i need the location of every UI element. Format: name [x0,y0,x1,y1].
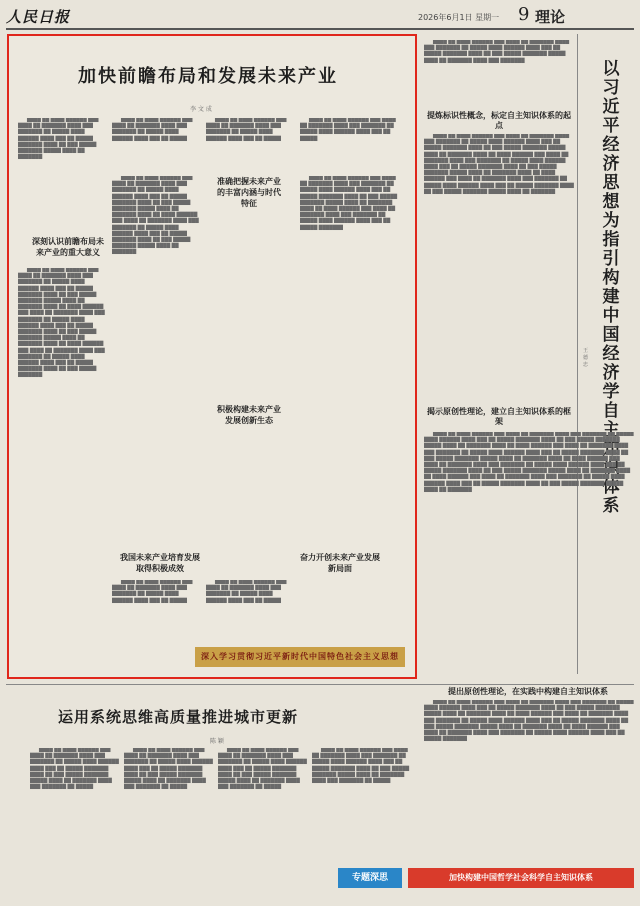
section-divider [6,684,634,685]
body-text-column: ████ ██ ████ ██████ ███ ████ ██ ███████ ████ ███ ███████ ██ █████ ████ ██████ ████ ███ ██ █████ ███████ ████ ██ ███ █████ ███████ █████ ████ ██ ███████ ████ ██ ████ ██████ ███ ████ ██ ███████ ████ ███ ███████ ██ █████ ████ ██████ ████ ███ ██ █████ ███████ [300,176,398,231]
main-article-byline: 李 文 成 [190,106,212,113]
body-text-column: ████ ██ ████ ██████ ███ ████ ██ ███████ ████ ███ ███████ ██ █████ ████ ██████ ████ ███ ██ █████ ███████ ████ ██ ███ █████ ███████ █████ ████ ██ ███████ ████ ███ ███████ ██ █████ [124,748,213,791]
main-subhead: 积极构建未来产业发展创新生态 [217,404,281,425]
body-text-column: ████ ██ ████ ██████ ███ ████ ██ ███████ ████ ███ ███████ ██ █████ ████ ██████ ████ ███ ██ █████ ███████ ████ ██ ███ █████ ███████ █████ ████ ██ ███████ ████ ██ ████ ██████ ███ ████ ██ ███████ ████ ███ ███████ ██ █████ ████ ██████ ████ ███ ██ █████ ███████ ████ ██ ███ █████ ███████ █████ ████ ██ ███████ ████ ██ ████ ██████ ███ ████ ██ ███████ ████ ███ ███████ ██ █████ ████ ██████ ████ ███ ██ █████ ███████ ████ ██ ███ █████ ███████ █████ ████ ██ ███████ ████ ██ ████ ██████ ███ ████ ██ ███████ ████ ███ ███████ ██ █████ ████ ██████ ████ ███ ██ █████ ███████ ████ ██ ███ █████ ███████ █████ ████ ██ ███████ [424,432,634,493]
section-name: 理论 [535,8,566,26]
right-article-author: 王德忠 [583,348,589,368]
bottom-article-byline: 陈 颖 [210,738,224,745]
body-text-column: ████ ██ ████ ██████ ███ ████ ██ ███████ ████ ███ ███████ ██ █████ ████ ██████ ████ ███ ██ █████ ███████ ████ ██ ███ █████ ███████ █████ ████ ██ ███████ ████ ███ ███████ ██ █████ [218,748,307,791]
main-article-title[interactable]: 加快前瞻布局和发展未来产业 [78,66,338,87]
main-subhead: 奋力开创未来产业发展新局面 [300,552,380,573]
right-article-title[interactable]: 以习近平经济思想为指引构建中国经济学自主知识体系 [602,59,620,516]
body-text-column: ████ ██ ████ ██████ ███ ████ ██ ███████ ████ ███ ███████ ██ █████ ████ ██████ ████ ███ ██ █████ [206,118,287,142]
body-text-column: ████ ██ ████ ██████ ███ ████ ██ ███████ ████ ███ ███████ ██ █████ ████ ██████ ████ ███ ██ █████ ███████ ████ ██ ███ █████ ███████ █████ ████ ██ ███████ ████ ███ ███████ ██ █████ [312,748,410,785]
right-subhead: 提出原创性理论，在实践中构建自主知识体系 [448,686,608,696]
topic-tag-right[interactable]: 加快构建中国哲学社会科学自主知识体系 [408,868,634,888]
page-number: 9 [518,4,530,25]
main-subhead: 我国未来产业培育发展取得积极成效 [120,552,200,573]
main-subhead: 准确把握未来产业的丰富内涵与时代特征 [217,176,281,208]
main-subhead: 深刻认识前瞻布局未来产业的重大意义 [32,236,104,257]
body-text-column: ████ ██ ████ ██████ ███ ████ ██ ███████ ████ ███ ███████ ██ █████ ████ ██████ ████ ███ ██ █████ ███████ ████ ██ ███ █████ ███████ █████ ████ ██ ███████ ████ ██ ████ ██████ ███ ████ ██ ███████ ████ ███ ███████ ██ █████ ████ ██████ ████ ███ ██ █████ ███████ ████ ██ ███ █████ ███████ █████ ████ ██ ███████ ████ ██ ████ ██████ ███ ████ ██ ███████ ████ ███ ███████ ██ █████ ████ ██████ ████ ███ ██ █████ ███████ ████ ██ ███ █████ ███████ [18,268,105,379]
issue-date: 2026年6月1日 星期一 [418,13,500,22]
body-text-column: ████ ██ ████ ██████ ███ ████ ██ ███████ ████ ███ ███████ ██ █████ ████ ██████ ████ ███ ██ █████ [112,580,193,604]
series-banner: 深入学习贯彻习近平新时代中国特色社会主义思想 [195,647,405,667]
body-text-column: ████ ██ ████ ██████ ███ ████ ██ ███████ ████ ███ ███████ ██ █████ ████ ██████ ████ ███ ██ █████ ███████ ████ ██ ███ █████ ███████ █████ ████ ██ ███████ ████ ██ ████ ██████ ███ ████ ██ ███████ ████ ███ ███████ ██ █████ ████ ██████ ████ ███ ██ █████ ███████ ████ ██ ███ █████ ███████ █████ ████ ██ ███████ ████ ██ ████ ██████ ███ ████ ██ ███████ ████ ███ ███████ ██ █████ ████ ██████ ████ ███ ██ █████ ███████ [424,700,634,743]
body-text-column: ████ ██ ████ ██████ ███ ████ ██ ███████ ████ ███ ███████ ██ █████ ████ ██████ ████ ███ ██ █████ [300,118,396,142]
topic-tag-left[interactable]: 专题深思 [338,868,402,888]
body-text-column: ████ ██ ████ ██████ ███ ████ ██ ███████ ████ ███ ███████ ██ █████ ████ ██████ ████ ███ ██ █████ [112,118,193,142]
body-text-column: ████ ██ ████ ██████ ███ ████ ██ ███████ ████ ███ ███████ ██ █████ ████ ██████ ████ ███ ██ █████ ███████ ████ ██ ███ █████ ███████ █████ ████ ██ ███████ [18,118,99,161]
newspaper-masthead: 人民日报 [6,8,71,26]
bottom-article-title[interactable]: 运用系统思维高质量推进城市更新 [58,708,299,726]
body-text-column: ████ ██ ████ ██████ ███ ████ ██ ███████ ████ ███ ███████ ██ █████ ████ ██████ ████ ███ ██ █████ ███████ ████ ██ ███ █████ ███████ █████ ████ ██ ███████ ████ ██ ████ ██████ ███ ████ ██ ███████ ████ ███ ███████ ██ █████ ████ ██████ ████ ███ ██ █████ ███████ ████ ██ ███ █████ ███████ █████ ████ ██ ███████ ████ ██ ████ ██████ ███ ████ ██ ███████ ████ ███ ███████ ██ █████ ████ ██████ ████ ███ ██ █████ ███████ ████ ██ ███ █████ ███████ █████ ████ ██ ███████ [424,134,574,195]
body-text-column: ████ ██ ████ ██████ ███ ████ ██ ███████ ████ ███ ███████ ██ █████ ████ ██████ ████ ███ ██ █████ ███████ ████ ██ ███ █████ ███████ █████ ████ ██ ███████ ████ ███ ███████ ██ █████ [30,748,119,791]
right-subhead: 提炼标识性概念，标定自主知识体系的起点 [427,110,571,130]
body-text-column: ████ ██ ████ ██████ ███ ████ ██ ███████ ████ ███ ███████ ██ █████ ████ ██████ ████ ███ ██ █████ ███████ ████ ██ ███ █████ ███████ █████ ████ ██ ███████ ████ ███ ███████ [424,40,570,64]
body-text-column: ████ ██ ████ ██████ ███ ████ ██ ███████ ████ ███ ███████ ██ █████ ████ ██████ ████ ███ ██ █████ [206,580,287,604]
body-text-column: ████ ██ ████ ██████ ███ ████ ██ ███████ ████ ███ ███████ ██ █████ ████ ██████ ████ ███ ██ █████ ███████ ████ ██ ███ █████ ███████ █████ ████ ██ ███████ ████ ██ ████ ██████ ███ ████ ██ ███████ ████ ███ ███████ ██ █████ ████ ██████ ████ ███ ██ █████ ███████ ████ ██ ███ █████ ███████ █████ ████ ██ ███████ [112,176,199,256]
right-subhead: 揭示原创性理论，建立自主知识体系的框架 [427,406,571,426]
header-rule [6,28,634,30]
